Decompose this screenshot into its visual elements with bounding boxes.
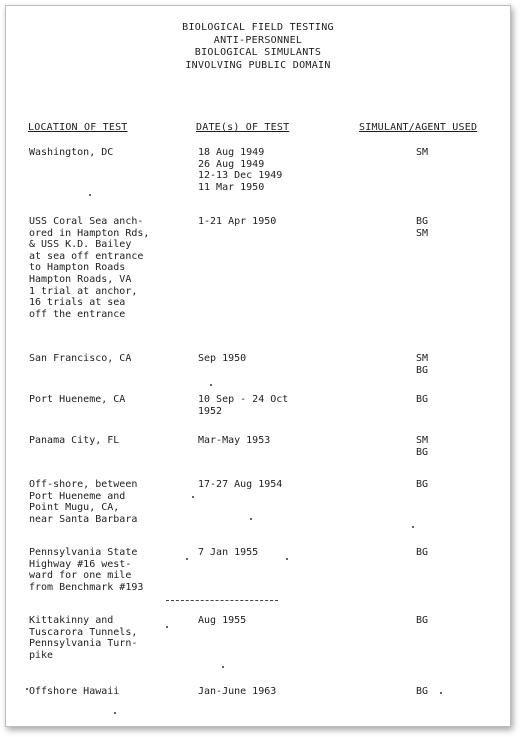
document-page: [5, 5, 511, 727]
title-line-3: BIOLOGICAL SIMULANTS: [194, 47, 322, 58]
document-title: [6, 22, 510, 72]
row-agent: BG: [416, 686, 429, 697]
header-location: LOCATION OF TEST: [28, 122, 128, 133]
scan-speck: [210, 384, 212, 386]
scan-speck: [114, 712, 116, 714]
title-line-2: ANTI-PERSONNEL: [213, 34, 303, 46]
row-agent: BG: [416, 394, 429, 405]
row-dates: Sep 1950: [198, 353, 247, 364]
row-location: Panama City, FL: [29, 435, 120, 446]
row-location: USS Coral Sea anch- ored in Hampton Rds, & USS K.D. Bailey at sea off entrance to Hampton Roads Hampton Roads, VA 1 trial at anchor, 16 trials at sea off the entrance: [29, 216, 150, 320]
scan-speck: [186, 558, 188, 560]
scan-speck: [26, 688, 28, 690]
row-agent: BG: [416, 479, 429, 490]
row-dates: 10 Sep - 24 Oct 1952: [198, 394, 289, 417]
header-dates: DATE(s) OF TEST: [196, 122, 290, 133]
title-line-1: BIOLOGICAL FIELD TESTING: [182, 22, 334, 33]
row-dates: Mar-May 1953: [198, 435, 271, 446]
row-location: Washington, DC: [29, 147, 114, 158]
row-location: Port Hueneme, CA: [29, 394, 126, 405]
row-dates: 7 Jan 1955: [198, 547, 259, 558]
scan-speck: [166, 626, 168, 628]
row-agent: SM: [416, 147, 429, 158]
row-agent: BG SM: [416, 216, 429, 239]
row-dates: 18 Aug 1949 26 Aug 1949 12-13 Dec 1949 11 Mar 1950: [198, 147, 283, 193]
row-dates: 1-21 Apr 1950: [198, 216, 277, 227]
row-agent: SM BG: [416, 435, 429, 458]
header-agent: SIMULANT/AGENT USED: [359, 122, 478, 133]
scan-speck: [89, 194, 91, 196]
row-location: Kittakinny and Tuscarora Tunnels, Pennsylvania Turn- pike: [29, 615, 138, 661]
row-location: Offshore Hawaii: [29, 686, 120, 697]
dashed-line-mark: [166, 600, 278, 601]
scan-speck: [286, 558, 288, 560]
scan-speck: [222, 666, 224, 668]
scan-speck: [440, 692, 442, 694]
row-location: Pennsylvania State Highway #16 west- ward for one mile from Benchmark #193: [29, 547, 144, 593]
row-agent: SM BG: [416, 353, 429, 376]
row-dates: Jan-June 1963: [198, 686, 277, 697]
row-location: San Francisco, CA: [29, 353, 132, 364]
row-dates: 17-27 Aug 1954: [198, 479, 283, 490]
row-location: Off-shore, between Port Hueneme and Point Mugu, CA, near Santa Barbara: [29, 479, 138, 525]
row-dates: Aug 1955: [198, 615, 247, 626]
scan-speck: [412, 526, 414, 528]
row-agent: BG: [416, 615, 429, 626]
row-agent: BG: [416, 547, 429, 558]
scan-speck: [192, 496, 194, 498]
title-line-4: INVOLVING PUBLIC DOMAIN: [185, 59, 331, 71]
scan-speck: [250, 518, 252, 520]
